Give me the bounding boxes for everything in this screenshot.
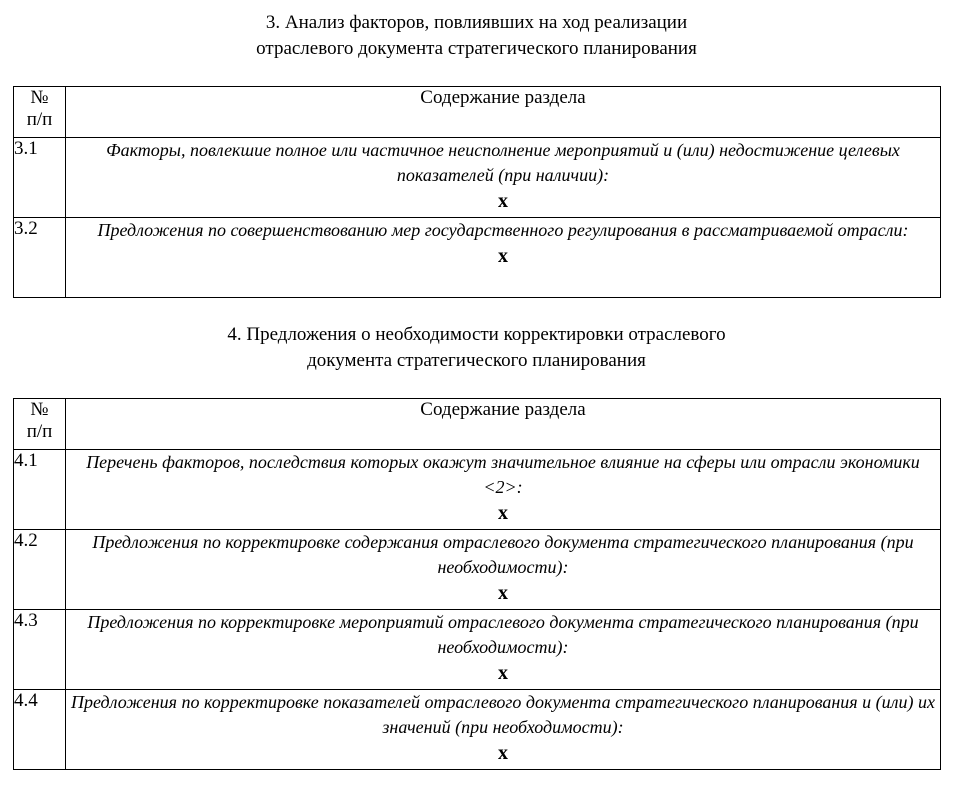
row-number: 4.1: [14, 450, 66, 530]
number-column-header: [14, 87, 66, 138]
table-header-row: [14, 87, 941, 138]
row-number: 3.1: [14, 138, 66, 218]
row-content: [66, 450, 941, 530]
section-4-table: [13, 398, 941, 770]
section-4-title-line-1: 4. Предложения о необходимости корректировки отраслевого: [227, 324, 726, 345]
row-mark: x: [498, 190, 508, 212]
row-number: 3.2: [14, 218, 66, 298]
row-mark: x: [498, 662, 508, 684]
row-mark: x: [498, 245, 508, 267]
table-header-row: [14, 399, 941, 450]
row-content: [66, 138, 941, 218]
row-mark: x: [498, 742, 508, 764]
number-sign: №: [30, 87, 49, 108]
row-mark: x: [498, 582, 508, 604]
table-row-4-2: [14, 530, 941, 610]
row-text: Предложения по корректировке содержания отраслевого документа стратегического планирования (при необходимости):: [92, 532, 914, 577]
row-content: [66, 610, 941, 690]
section-3-title-line-1: 3. Анализ факторов, повлиявших на ход реализации: [265, 12, 688, 33]
content-column-header: Содержание раздела: [66, 399, 941, 450]
row-content: [66, 218, 941, 298]
table-row-3-1: [14, 138, 941, 218]
row-text: Перечень факторов, последствия которых окажут значительное влияние на сферы или отрасли экономики <2>:: [86, 452, 920, 497]
section-3-title: [0, 10, 953, 62]
row-number: 4.3: [14, 610, 66, 690]
content-column-header: Содержание раздела: [66, 87, 941, 138]
row-content: [66, 690, 941, 770]
section-3-table: [13, 86, 941, 298]
row-text: Предложения по совершенствованию мер государственного регулирования в рассматриваемой отрасли:: [97, 220, 909, 240]
section-4-title: [0, 322, 953, 374]
row-text: Факторы, повлекшие полное или частичное неисполнение мероприятий и (или) недостижение целевых показателей (при наличии):: [106, 140, 900, 185]
table-row-3-2: [14, 218, 941, 298]
section-4-title-line-2: документа стратегического планирования: [307, 350, 646, 371]
table-row-4-3: [14, 610, 941, 690]
section-3-title-line-2: отраслевого документа стратегического планирования: [256, 38, 697, 59]
table-row-4-4: [14, 690, 941, 770]
row-text: Предложения по корректировке мероприятий отраслевого документа стратегического планирования (при необходимости):: [87, 612, 919, 657]
row-content: [66, 530, 941, 610]
row-mark: x: [498, 502, 508, 524]
row-number: 4.2: [14, 530, 66, 610]
number-column-header: [14, 399, 66, 450]
number-abbrev: п/п: [26, 421, 53, 442]
row-text: Предложения по корректировке показателей отраслевого документа стратегического планирования и (или) их значений (при необходимости):: [70, 692, 936, 737]
row-number: 4.4: [14, 690, 66, 770]
number-sign: №: [30, 399, 49, 420]
table-row-4-1: [14, 450, 941, 530]
number-abbrev: п/п: [26, 109, 53, 130]
